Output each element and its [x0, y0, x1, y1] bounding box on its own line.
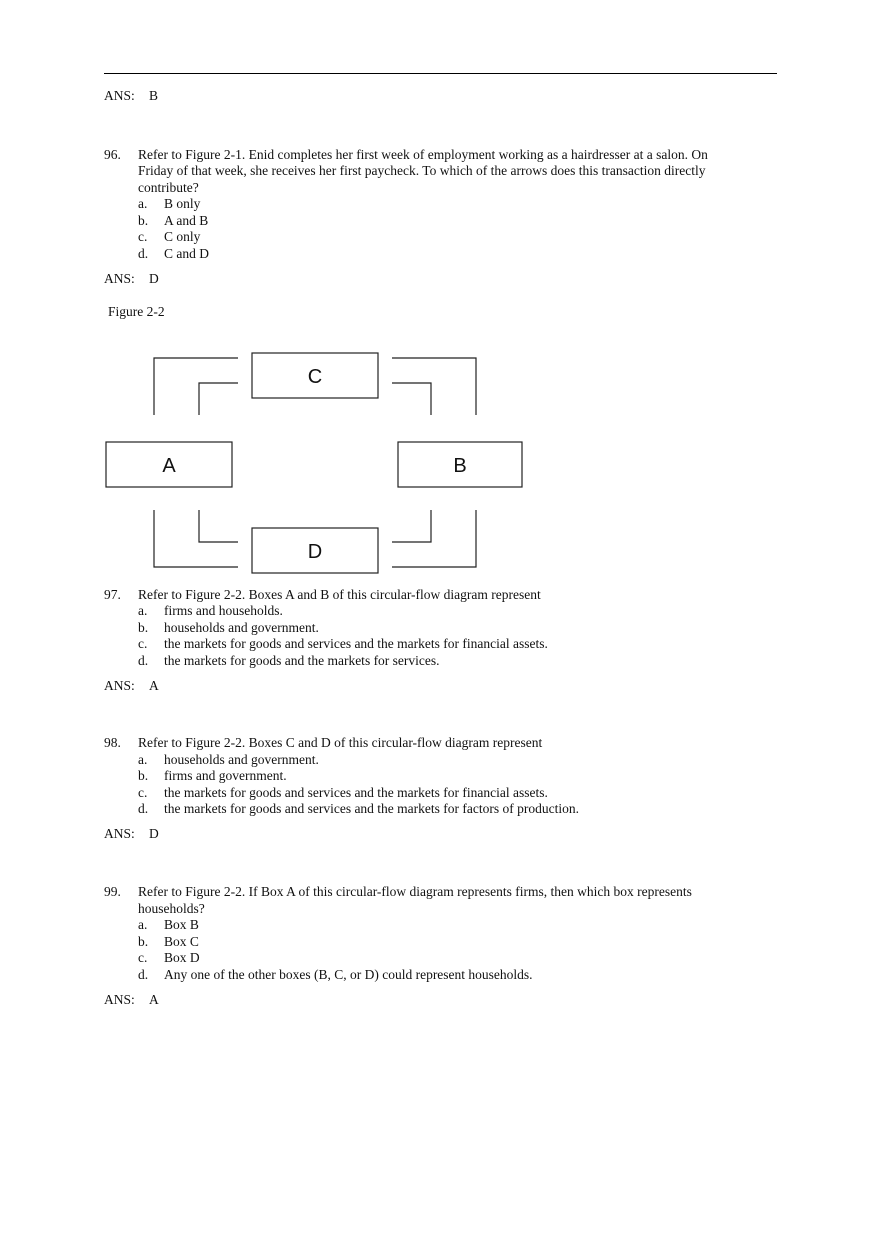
box-d-label: D	[307, 541, 323, 563]
option-letter: b.	[138, 768, 149, 783]
question-text-line: Refer to Figure 2-2. Boxes A and B of this circular-flow diagram represent	[138, 587, 541, 602]
option-letter: b.	[138, 934, 149, 949]
circular-flow-svg	[100, 345, 530, 577]
answer-value: D	[149, 826, 159, 841]
question-text-line: Refer to Figure 2-2. Boxes C and D of this circular-flow diagram represent	[138, 735, 543, 750]
option-letter: d.	[138, 967, 149, 982]
answer-value: D	[149, 271, 159, 286]
option-letter: b.	[138, 213, 149, 228]
option-letter: d.	[138, 653, 149, 668]
flow-line-bottom-left-inner	[199, 510, 238, 542]
option-letter: c.	[138, 229, 148, 244]
option-text: the markets for goods and the markets for services.	[164, 653, 440, 668]
option-text: the markets for goods and services and the markets for financial assets.	[164, 785, 548, 800]
figure-caption: Figure 2-2	[108, 304, 165, 319]
option-letter: a.	[138, 196, 148, 211]
option-letter: b.	[138, 620, 149, 635]
flow-line-top-left-outer	[154, 358, 238, 415]
option-text: B only	[164, 196, 201, 211]
question-text-line: Refer to Figure 2-1. Enid completes her first week of employment working as a hairdresser at a salon. On	[138, 147, 708, 162]
option-letter: a.	[138, 917, 148, 932]
flow-line-top-right-outer	[392, 358, 476, 415]
question-text-line: Refer to Figure 2-2. If Box A of this circular-flow diagram represents firms, then which box represents	[138, 884, 692, 899]
option-text: Any one of the other boxes (B, C, or D) could represent households.	[164, 967, 533, 982]
option-text: households and government.	[164, 620, 319, 635]
option-letter: a.	[138, 603, 148, 618]
answer-label: ANS:	[104, 88, 135, 103]
option-letter: d.	[138, 246, 149, 261]
answer-value: B	[149, 88, 159, 103]
flow-line-bottom-right-outer	[392, 510, 476, 567]
option-text: the markets for goods and services and the markets for financial assets.	[164, 636, 548, 651]
question-text-line: contribute?	[138, 180, 199, 195]
option-text: C and D	[164, 246, 209, 261]
option-text: Box C	[164, 934, 199, 949]
answer-label: ANS:	[104, 678, 135, 693]
option-letter: c.	[138, 950, 148, 965]
option-text: households and government.	[164, 752, 319, 767]
option-text: Box D	[164, 950, 200, 965]
answer-label: ANS:	[104, 271, 135, 286]
question-text-line: households?	[138, 901, 205, 916]
box-b-label: B	[453, 455, 467, 477]
answer-label: ANS:	[104, 826, 135, 841]
answer-value: A	[149, 992, 159, 1007]
option-letter: a.	[138, 752, 148, 767]
option-text: C only	[164, 229, 201, 244]
option-letter: d.	[138, 801, 149, 816]
question-number: 99.	[104, 884, 121, 899]
option-text: firms and households.	[164, 603, 283, 618]
circular-flow-diagram	[100, 345, 530, 577]
answer-value: A	[149, 678, 159, 693]
answer-label: ANS:	[104, 992, 135, 1007]
header-rule	[104, 73, 777, 74]
question-number: 98.	[104, 735, 121, 750]
question-text-line: Friday of that week, she receives her first paycheck. To which of the arrows does this transaction directly	[138, 163, 706, 178]
option-letter: c.	[138, 785, 148, 800]
flow-line-top-left-inner	[199, 383, 238, 415]
option-text: the markets for goods and services and the markets for factors of production.	[164, 801, 579, 816]
flow-line-top-right-inner	[392, 383, 431, 415]
option-text: Box B	[164, 917, 199, 932]
box-c-label: C	[307, 366, 323, 388]
box-a-label: A	[162, 455, 176, 477]
flow-line-bottom-right-inner	[392, 510, 431, 542]
question-number: 97.	[104, 587, 121, 602]
question-number: 96.	[104, 147, 121, 162]
flow-line-bottom-left-outer	[154, 510, 238, 567]
option-text: A and B	[164, 213, 209, 228]
option-text: firms and government.	[164, 768, 287, 783]
option-letter: c.	[138, 636, 148, 651]
